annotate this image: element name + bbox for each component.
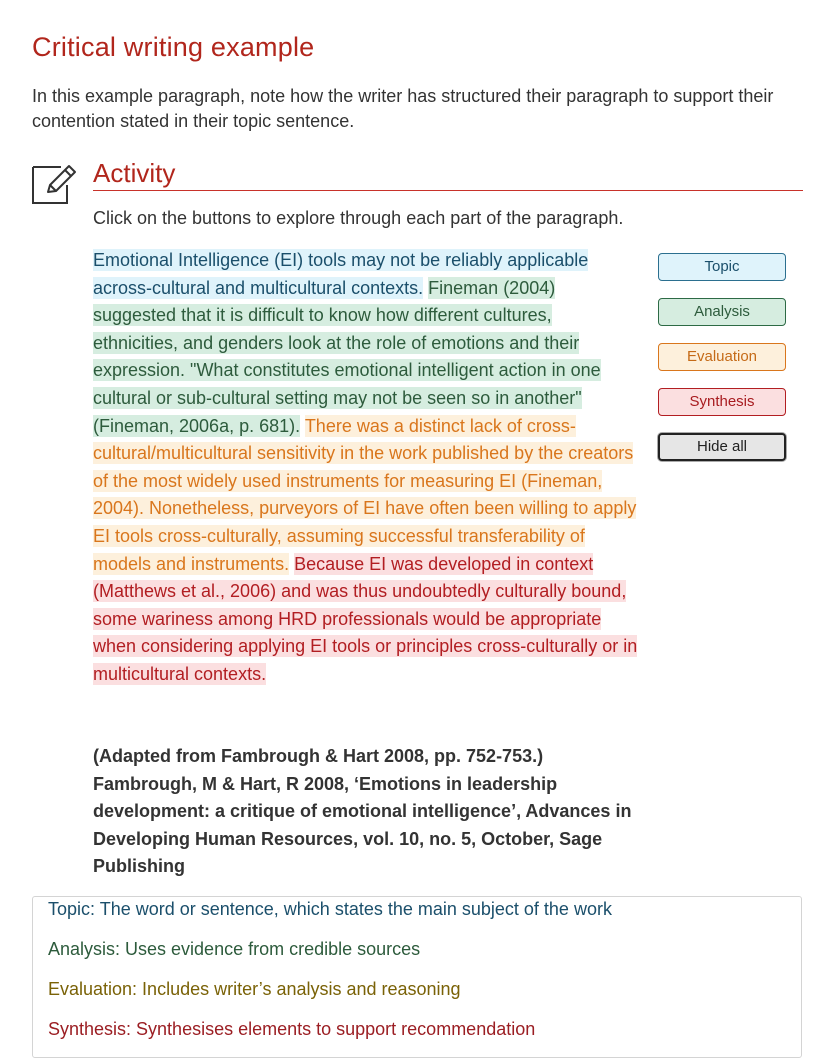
hide-all-button[interactable]: Hide all: [658, 433, 786, 461]
intro-text: In this example paragraph, note how the writer has structured their paragraph to support their contention stated in their topic sentence.: [32, 86, 774, 131]
evaluation-button[interactable]: Evaluation: [658, 343, 786, 371]
topic-segment: Emotional Intelligence (EI) tools may not be reliably applicable across-cultural and multicultural contexts.: [93, 250, 589, 298]
analysis-segment: Fineman (2004) suggested that it is difficult to know how different cultures, ethnicities, and genders look at the role of emotions and their expression. "What constitutes emotional intelligent action in one cultural or sub-cultural setting may not be seen so in another" (Fineman, 2006a, p. 681).: [93, 277, 601, 436]
legend-synthesis: Synthesis: Synthesises elements to support recommendation: [48, 1019, 536, 1039]
activity-instruction: Click on the buttons to explore through each part of the paragraph.: [93, 208, 624, 228]
edit-note-icon: [31, 163, 77, 207]
analysis-button[interactable]: Analysis: [658, 298, 786, 326]
legend-topic: Topic: The word or sentence, which states the main subject of the work: [48, 899, 612, 919]
citation: [93, 743, 653, 881]
synthesis-segment: Because EI was developed in context (Matthews et al., 2006) and was thus undoubtedly culturally bound, some wariness among HRD professionals would be appropriate when considering applying EI tools or principles cross-culturally or in multicultural contexts.: [93, 553, 638, 684]
citation-reference: Fambrough, M & Hart, R 2008, ‘Emotions in leadership development: a critique of emotional intelligence’, Advances in Developing Human Resources, vol. 10, no. 5, October, Sage Publishing: [93, 773, 632, 877]
legend-analysis: Analysis: Uses evidence from credible sources: [48, 939, 421, 959]
activity-heading: Activity: [93, 158, 803, 191]
evaluation-segment: There was a distinct lack of cross-cultural/multicultural sensitivity in the work published by the creators of the most widely used instruments for measuring EI (Fineman, 2004). Nonetheless, purveyors of EI have often been willing to apply EI tools cross-culturally, assuming successful transferability of models and instruments.: [93, 415, 637, 574]
topic-button[interactable]: Topic: [658, 253, 786, 281]
highlight-button-group: [658, 253, 788, 478]
legend-box: [32, 896, 802, 1058]
legend-evaluation: Evaluation: Includes writer’s analysis and reasoning: [48, 979, 461, 999]
synthesis-button[interactable]: Synthesis: [658, 388, 786, 416]
example-paragraph: [93, 247, 638, 689]
page-title: Critical writing example: [32, 32, 315, 62]
citation-adapted: (Adapted from Fambrough & Hart 2008, pp. 752-753.): [93, 746, 544, 766]
